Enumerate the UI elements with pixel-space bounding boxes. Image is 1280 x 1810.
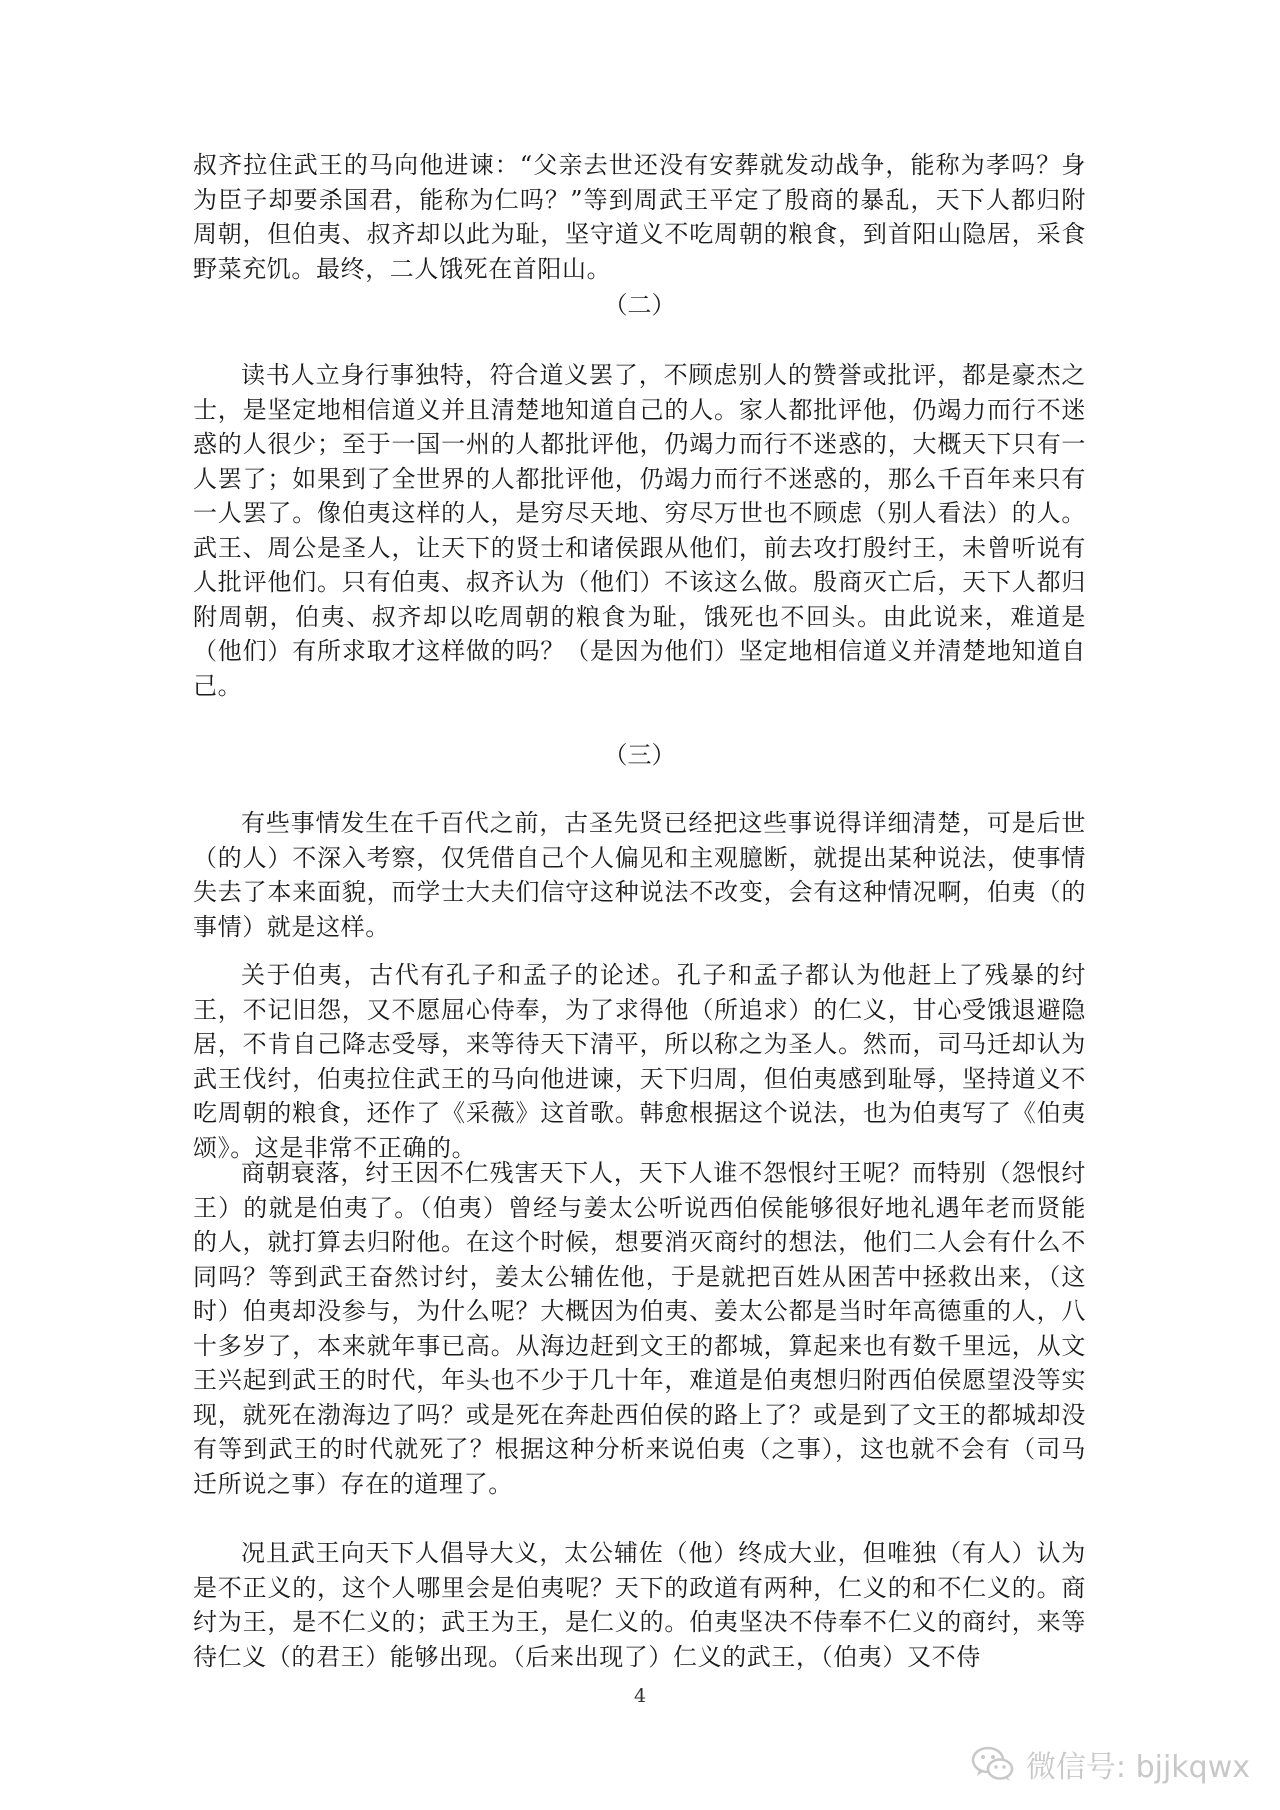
paragraph-1: 叔齐拉住武王的马向他进谏：“父亲去世还没有安葬就发动战争，能称为孝吗？身为臣子却要杀国君，能称为仁吗？”等到周武王平定了殷商的暴乱，天下人都归附周朝，但伯夷、叔齐却以此为耻，坚守道义不吃周朝的粮食，到首阳山隐居，采食野菜充饥。最终，二人饿死在首阳山。	[193, 151, 1086, 283]
section-heading-3: （三）	[603, 741, 676, 769]
paragraph-2: 读书人立身行事独特，符合道义罢了，不顾虑别人的赞誉或批评，都是豪杰之士，是坚定地相信道义并且清楚地知道自己的人。家人都批评他，仍竭力而行不迷惑的人很少；至于一国一州的人都批评他，仍竭力而行不迷惑的，大概天下只有一人罢了；如果到了全世界的人都批评他，仍竭力而行不迷惑的，那么千百年来只有一人罢了。像伯夷这样的人，是穷尽天地、穷尽万世也不顾虑（别人看法）的人。武王、周公是圣人，让天下的贤士和诸侯跟从他们，前去攻打殷纣王，未曾听说有人批评他们。只有伯夷、叔齐认为（他们）不该这么做。殷商灭亡后，天下人都归附周朝，伯夷、叔齐却以吃周朝的粮食为耻，饿死也不回头。由此说来，难道是（他们）有所求取才这样做的吗？（是因为他们）坚定地相信道义并清楚地知道自己。	[193, 361, 1086, 700]
paragraph-3: 有些事情发生在千百代之前，古圣先贤已经把这些事说得详细清楚，可是后世（的人）不深入考察，仅凭借自己个人偏见和主观臆断，就提出某种说法，使事情失去了本来面貌，而学士大夫们信守这种说法不改变，会有这种情况啊，伯夷（的事情）就是这样。	[193, 809, 1086, 941]
paragraph-4: 关于伯夷，古代有孔子和孟子的论述。孔子和孟子都认为他赶上了残暴的纣王，不记旧怨，又不愿屈心侍奉，为了求得他（所追求）的仁义，甘心受饿退避隐居，不肯自己降志受辱，来等待天下清平，所以称之为圣人。然而，司马迁却认为武王伐纣，伯夷拉住武王的马向他进谏，天下归周，但伯夷感到耻辱，坚持道义不吃周朝的粮食，还作了《采薇》这首歌。韩愈根据这个说法，也为伯夷写了《伯夷颂》。这是非常不正确的。	[193, 961, 1086, 1162]
watermark-text: 微信号: bjjkqwx	[1025, 1750, 1250, 1785]
page-number: 4	[633, 1685, 647, 1707]
paragraph-6: 况且武王向天下人倡导大义，太公辅佐（他）终成大业，但唯独（有人）认为是不正义的，这个人哪里会是伯夷呢？天下的政道有两种，仁义的和不仁义的。商纣为王，是不仁义的；武王为王，是仁义的。伯夷坚决不侍奉不仁义的商纣，来等待仁义（的君王）能够出现。（后来出现了）仁义的武王，（伯夷）又不侍	[193, 1539, 1086, 1671]
wechat-icon	[970, 1744, 1016, 1784]
section-heading-2: （二）	[603, 291, 676, 319]
paragraph-5: 商朝衰落，纣王因不仁残害天下人，天下人谁不怨恨纣王呢？而特别（怨恨纣王）的就是伯夷了。（伯夷）曾经与姜太公听说西伯侯能够很好地礼遇年老而贤能的人，就打算去归附他。在这个时候，想要消灭商纣的想法，他们二人会有什么不同吗？等到武王奋然讨纣，姜太公辅佐他，于是就把百姓从困苦中拯救出来，（这时）伯夷却没参与，为什么呢？大概因为伯夷、姜太公都是当时年高德重的人，八十多岁了，本来就年事已高。从海边赶到文王的都城，算起来也有数千里远，从文王兴起到武王的时代，年头也不少于几十年，难道是伯夷想归附西伯侯愿望没等实现，就死在渤海边了吗？或是死在奔赴西伯侯的路上了？或是到了文王的都城却没有等到武王的时代就死了？根据这种分析来说伯夷（之事），这也就不会有（司马迁所说之事）存在的道理了。	[193, 1159, 1086, 1498]
wechat-watermark	[970, 1736, 1250, 1792]
